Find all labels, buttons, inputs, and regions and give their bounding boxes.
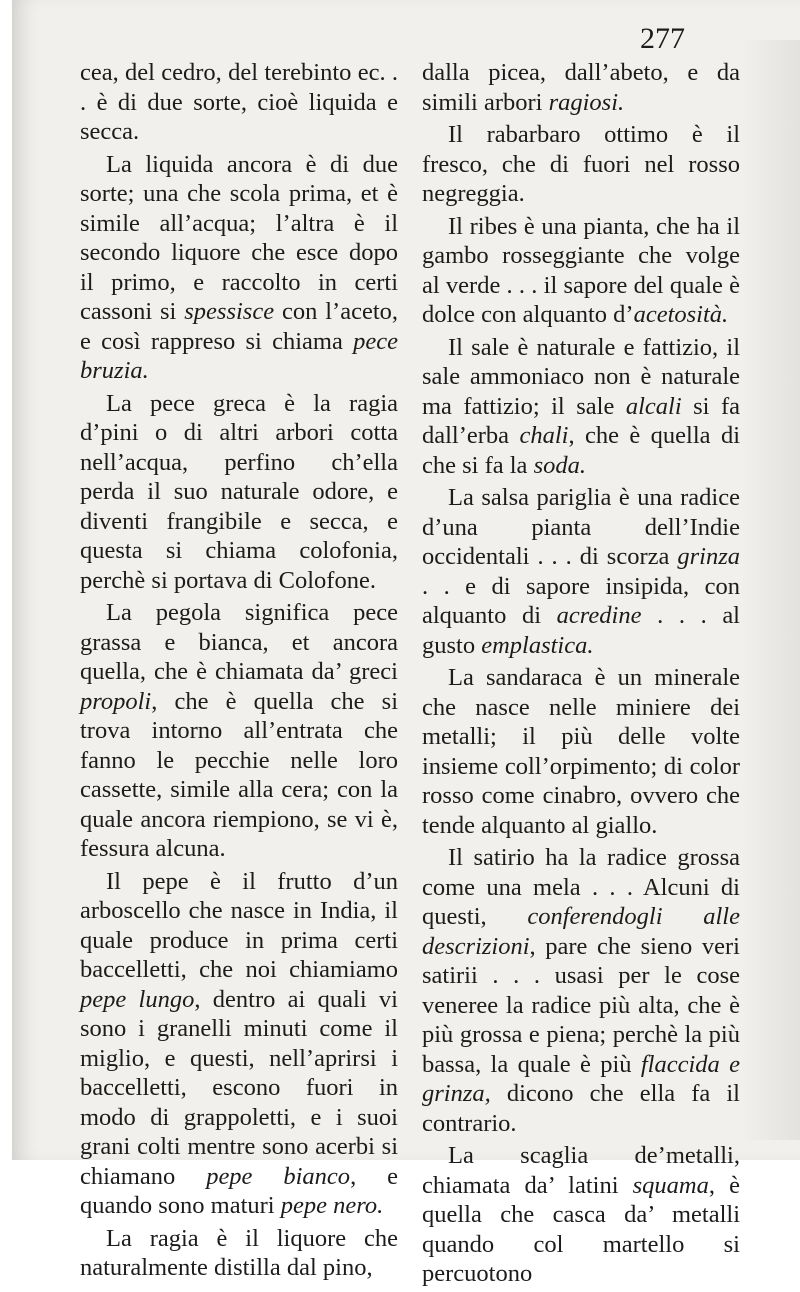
- continued-text: [422, 58, 740, 117]
- italic-term: spessisce: [184, 298, 275, 325]
- text-run: si fa dall’erba: [422, 392, 740, 449]
- paragraph: [422, 483, 740, 660]
- italic-term: squama: [632, 1171, 709, 1199]
- italic-term: chali: [519, 422, 569, 449]
- book-page: [12, 0, 800, 1287]
- text-run: Il satirio ha la radice grossa come una mela . . . Alcuni di questi,: [422, 844, 740, 930]
- italic-term: conferendogli alle descrizioni: [422, 903, 740, 960]
- italic-term: acetosità.: [633, 301, 729, 328]
- italic-term: flaccida e grinza,: [422, 1050, 740, 1107]
- text-run: La pegola significa pece grassa e bianca, et ancora quella, che è chiamata da’ greci: [80, 599, 398, 685]
- text-run: , è quella che casca da’ metalli quando col martello si percuotono: [422, 1171, 741, 1287]
- paragraph: [80, 389, 398, 596]
- italic-term: soda.: [533, 451, 586, 479]
- text-run: La scaglia de’metalli, chiamata da’ latini: [422, 1142, 740, 1199]
- text-run: Il sale è naturale e fattizio, il sale ammoniaco non è naturale ma fattizio; il sale: [422, 333, 740, 420]
- text-run: Il pepe è il frutto d’un arboscello che nasce in India, il quale produce in prima certi baccelletti, che noi chiamiamo: [80, 867, 398, 983]
- text-run: con l’aceto, e così rappreso si chiama: [80, 298, 398, 355]
- text-run: cea, del cedro, del terebinto ec. . . è di due sorte, cioè liquida e secca.: [80, 59, 398, 145]
- text-run: Il rabarbaro ottimo è il fresco, che di fuori nel rosso negreggia.: [422, 121, 740, 207]
- italic-term: alcali: [625, 392, 682, 420]
- italic-term: emplastica.: [481, 631, 594, 659]
- page-shadow: [740, 40, 800, 1140]
- text-run: , e quando sono maturi: [80, 1162, 398, 1219]
- text-run: La ragia è il liquore che naturalmente distilla dal pino,: [80, 1224, 398, 1281]
- paragraph: [80, 150, 398, 386]
- text-run: , che è quella di che si fa la: [422, 422, 740, 479]
- paragraph: [422, 333, 740, 481]
- italic-term: pepe lungo: [80, 985, 195, 1013]
- italic-term: propoli: [80, 687, 152, 715]
- text-run: , pare che sieno veri satirii . . . usasi per le cose veneree la radice più alta, che è più grossa e piena; perchè la più bassa, la quale è più: [422, 932, 740, 1078]
- italic-term: pepe bianco: [206, 1162, 351, 1190]
- paragraph: [422, 1141, 740, 1289]
- text-run: . . . al gusto: [422, 602, 740, 659]
- italic-term: pepe nero.: [280, 1192, 384, 1219]
- paragraph: [422, 212, 740, 330]
- text-run: La sandaraca è un minerale che nasce nelle miniere dei metalli; il più delle volte insieme coll’orpimento; di color rosso come cinabro, ovvero che tende alquanto al giallo.: [422, 664, 740, 839]
- text-run: La pece greca è la ragia d’pini o di altri arbori cotta nell’acqua, perfino ch’ella perda il suo naturale odore, e diventi frangibile e secca, e questa si chiama colofonia, perchè si portava di Colofone.: [80, 389, 398, 594]
- text-run: . . e di sapore insipida, con alquanto di: [422, 572, 740, 629]
- text-run: dalla picea, dall’abeto, e da simili arbori: [422, 59, 740, 116]
- text-run: La liquida ancora è di due sorte; una che scola prima, et è simile all’acqua; l’altra è il secondo liquore che esce dopo il primo, e raccolto in certi cassoni si: [80, 150, 398, 325]
- continued-text: [80, 58, 398, 147]
- text-run: dicono che ella fa il contrario.: [422, 1080, 740, 1137]
- text-run: , che è quella che si trova intorno all’entrata che fanno le pecchie nelle loro cassette, simile alla cera; con la quale ancora riempiono, se vi è, fessura alcuna.: [80, 687, 398, 862]
- paragraph: [422, 663, 740, 840]
- page-number: 277: [640, 22, 685, 55]
- paragraph: [80, 867, 398, 1221]
- text-run: Il ribes è una pianta, che ha il gambo rosseggiante che volge al verde . . . il sapore del quale è dolce con alquanto d’: [422, 212, 740, 328]
- paragraph: [80, 1224, 398, 1283]
- paragraph: [422, 120, 740, 209]
- italic-term: pece bruzia.: [80, 327, 398, 384]
- italic-term: ragiosi.: [548, 88, 625, 116]
- left-column: [80, 58, 398, 1286]
- italic-term: acredine: [556, 602, 642, 629]
- paragraph: [80, 598, 398, 864]
- text-run: , dentro ai quali vi sono i granelli minuti come il miglio, e questi, nell’aprirsi i baccelletti, escono fuori in modo di grappoletti, e i suoi grani colti mentre sono acerbi si chiamano: [80, 985, 398, 1190]
- italic-term: grinza: [677, 543, 740, 570]
- text-run: La salsa pariglia è una radice d’una pianta dell’Indie occidentali . . . di scorza: [422, 484, 740, 570]
- paragraph: [422, 843, 740, 1138]
- right-column: [422, 58, 740, 1292]
